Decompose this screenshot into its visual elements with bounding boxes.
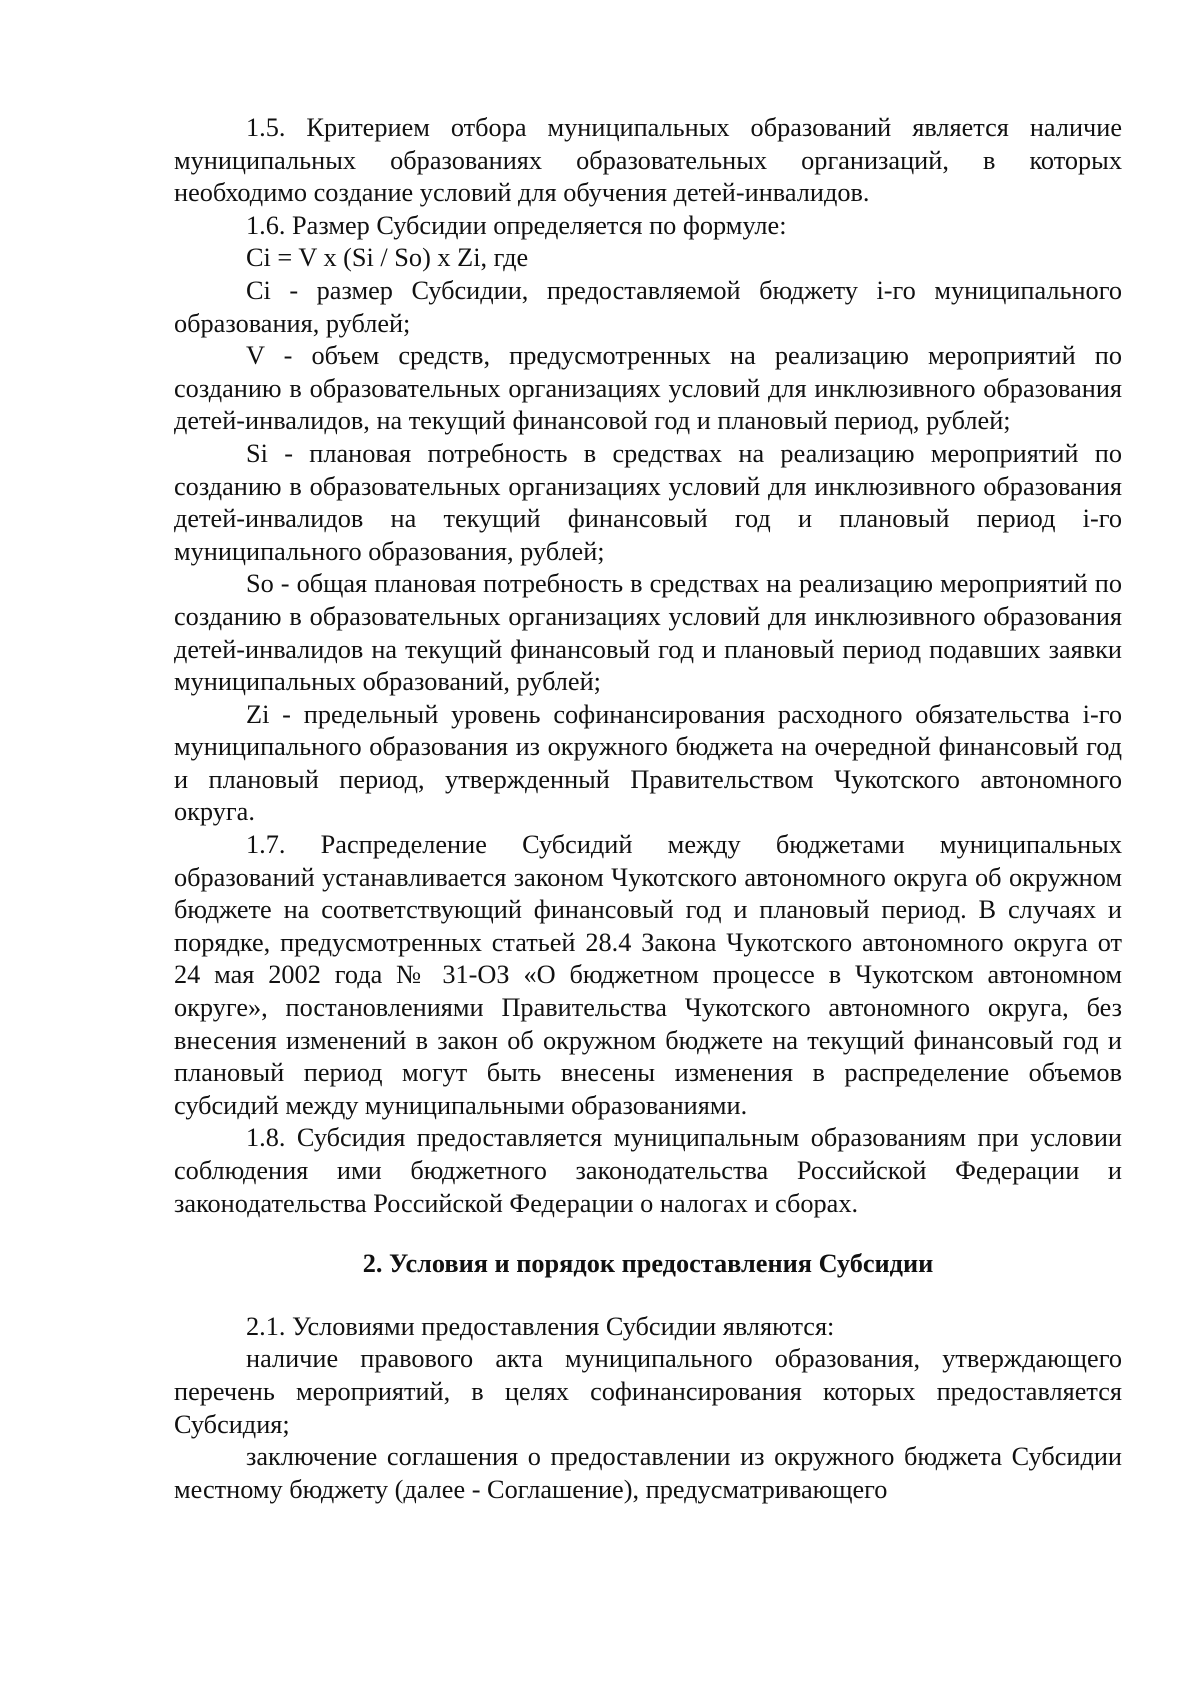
subsidy-formula: Ci = V x (Si / So) x Zi, где xyxy=(246,243,529,273)
definition-ci: Ci - размер Субсидии, предоставляемой бюджету i-го муниципального образования, рублей; xyxy=(174,275,1122,338)
condition-legal-act: наличие правового акта муниципального образования, утверждающего перечень мероприятий, в целях софинансирования которых предоставляется Субсидия; xyxy=(174,1344,1122,1439)
definition-zi: Zi - предельный уровень софинансирования расходного обязательства i-го муниципального образования из окружного бюджета на очередной финансовый год и плановый период, утвержденный Правительством Чукотского автономного округа. xyxy=(174,699,1122,827)
paragraph-1-6: 1.6. Размер Субсидии определяется по формуле: xyxy=(246,210,787,240)
definition-si: Si - плановая потребность в средствах на реализацию мероприятий по созданию в образовательных организациях условий для инклюзивного образования детей-инвалидов на текущий финансовый год и плановый период i-го муниципального образования, рублей; xyxy=(174,438,1122,566)
section-2-heading: 2. Условия и порядок предоставления Субсидии xyxy=(362,1249,934,1279)
spacer xyxy=(174,1220,1122,1248)
definition-v: V - объем средств, предусмотренных на реализацию мероприятий по созданию в образовательных организациях условий для инклюзивного образования детей-инвалидов, на текущий финансовой год и плановый период, рублей; xyxy=(174,341,1122,436)
paragraph-2-1: 2.1. Условиями предоставления Субсидии являются: xyxy=(246,1311,835,1341)
definition-so: So - общая плановая потребность в средствах на реализацию мероприятий по созданию в образовательных организациях условий для инклюзивного образования детей-инвалидов на текущий финансовый год и плановый период подавших заявки муниципальных образований, рублей; xyxy=(174,569,1122,697)
paragraph-1-8: 1.8. Субсидия предоставляется муниципальным образованиям при условии соблюдения ими бюджетного законодательства Российской Федерации и законодательства Российской Федерации о налогах и сборах. xyxy=(174,1123,1122,1218)
document-body xyxy=(174,112,1122,1506)
spacer xyxy=(174,1281,1122,1311)
paragraph-1-5: 1.5. Критерием отбора муниципальных образований является наличие муниципальных образованиях образовательных организаций, в которых необходимо создание условий для обучения детей-инвалидов. xyxy=(174,113,1122,208)
condition-agreement: заключение соглашения о предоставлении из окружного бюджета Субсидии местному бюджету (далее - Соглашение), предусматривающего xyxy=(174,1442,1122,1504)
paragraph-1-7: 1.7. Распределение Субсидий между бюджетами муниципальных образований устанавливается законом Чукотского автономного округа об окружном бюджете на соответствующий финансовый год и плановый период. В случаях и порядке, предусмотренных статьей 28.4 Закона Чукотского автономного округа от 24 мая 2002 года № 31-ОЗ «О бюджетном процессе в Чукотском автономном округе», постановлениями Правительства Чукотского автономного округа, без внесения изменений в закон об окружном бюджете на текущий финансовый год и плановый период могут быть внесены изменения в распределение объемов субсидий между муниципальными образованиями. xyxy=(174,830,1122,1120)
